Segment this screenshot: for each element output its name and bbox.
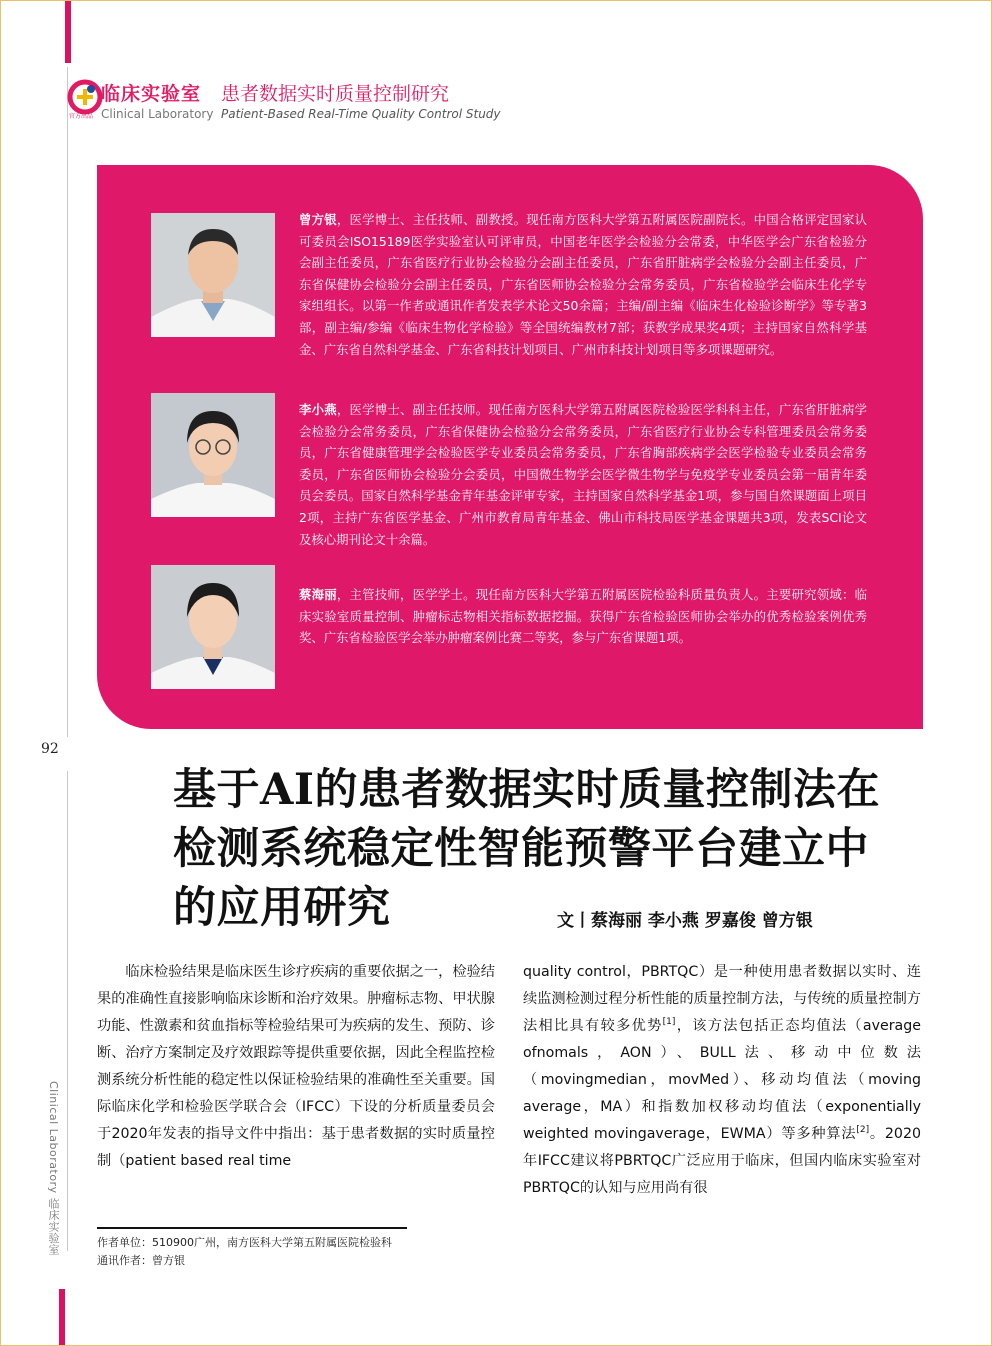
author-photo (151, 213, 275, 337)
author-bio (299, 584, 867, 649)
logo-tagline: 官方出品 (69, 113, 94, 120)
body-text: quality control，PBRTQC）是一种使用患者数据以实时、连续监测检测过程分析性能的质量控制方法，与传统的质量控制方法相比具有较多优势 (523, 964, 921, 1034)
section-title-cn: 患者数据实时质量控制研究 (221, 83, 450, 105)
author-affiliation: 作者单位：510900广州，南方医科大学第五附属医院检验科 (97, 1236, 392, 1249)
margin-rule (67, 67, 68, 737)
article-title-line: 检测系统稳定性智能预警平台建立中 (173, 824, 869, 874)
article-title-line: 基于AI的患者数据实时质量控制法在 (173, 765, 880, 815)
journal-side-label: Clinical Laboratory 临床实验室 (47, 1081, 60, 1256)
author-name: 蔡海丽 (299, 587, 337, 602)
margin-rule (67, 771, 68, 1251)
author-name: 李小燕 (299, 402, 337, 417)
footnote-rule (97, 1227, 407, 1229)
author-bio-text: ，医学博士、副主任技师。现任南方医科大学第五附属医院检验医学科科主任，广东省肝脏病学会检验分会常务委员，广东省保健协会检验分会常务委员，广东省医疗行业协会专科管理委员会常务委员，广东省健康管理学会检验医学专业委员会常务委员，广东省胸部疾病学会医学检验专业委员会常务委员，广东省医师协会检验分会委员，中国微生物学会医学微生物学与免疫学专业委员会第一届青年委员会委员。国家自然科学基金青年基金评审专家，主持国家自然科学基金1项，参与国自然课题面上项目2项，主持广东省医学基金、广州市教育局青年基金、佛山市科技局医学基金课题共3项，发表SCI论文及核心期刊论文十余篇。 (299, 402, 868, 547)
body-text: ，该方法包括正态均值法（average ofnomals，AON）、BULL法、移动中位数法（movingmedian，movMed）、移动均值法（moving average，MA）和指数加权移动均值法（exponentially weighted movingaverage，EWMA）等多种算法 (523, 1018, 921, 1142)
article-title-line: 的应用研究 (173, 883, 391, 933)
corresponding-author: 通讯作者：曾方银 (97, 1254, 185, 1267)
citation-ref[interactable]: [1] (662, 1017, 676, 1027)
body-column-right (523, 959, 921, 1202)
journal-name-en: Clinical Laboratory (101, 107, 214, 121)
author-bio (299, 399, 867, 550)
author-bio-text: ，主管技师，医学学士。现任南方医科大学第五附属医院检验科质量负责人。主要研究领域：临床实验室质量控制、肿瘤标志物相关指标数据挖掘。获得广东省检验医师协会举办的优秀检验案例优秀奖、广东省检验医学会举办肿瘤案例比赛二等奖，参与广东省课题1项。 (299, 587, 868, 646)
citation-ref[interactable]: [2] (856, 1125, 870, 1135)
article-byline: 文丨蔡海丽 李小燕 罗嘉俊 曾方银 (557, 911, 813, 931)
margin-accent-bar-top (65, 1, 71, 63)
margin-accent-bar-bottom (59, 1289, 65, 1346)
journal-name-cn: 临床实验室 (101, 83, 202, 105)
author-bio (299, 209, 867, 360)
page-number: 92 (41, 741, 59, 757)
body-text: 。2020年IFCC建议将PBRTQC广泛应用于临床，但国内临床实验室对PBRTQC的认知与应用尚有很 (523, 1126, 922, 1196)
body-column-left: 临床检验结果是临床医生诊疗疾病的重要依据之一，检验结果的准确性直接影响临床诊断和治疗效果。肿瘤标志物、甲状腺功能、性激素和贫血指标等检验结果可为疾病的发生、预防、诊断、治疗方案制定及疗效跟踪等提供重要依据，因此全程监控检测系统分析性能的稳定性以保证检验结果的准确性至关重要。国际临床化学和检验医学联合会（IFCC）下设的分析质量委员会于2020年发表的指导文件中指出：基于患者数据的实时质量控制（patient based real time (97, 964, 495, 1169)
section-title-en: Patient-Based Real-Time Quality Control Study (221, 107, 501, 121)
journal-logo-icon (67, 79, 103, 115)
running-header (67, 75, 547, 125)
author-photo (151, 393, 275, 517)
author-photo (151, 565, 275, 689)
author-bio-text: ，医学博士、主任技师、副教授。现任南方医科大学第五附属医院副院长。中国合格评定国家认可委员会ISO15189医学实验室认可评审员，中国老年医学会检验分会常委，中华医学会广东省检验分会副主任委员，广东省医疗行业协会检验分会副主任委员，广东省肝脏病学会检验分会副主任委员，广东省保健协会检验分会副主任委员，广东省医师协会检验分会常务委员，广东省检验学会临床生化学专家组组长。以第一作者或通讯作者发表学术论文50余篇；主编/副主编《临床生化检验诊断学》等专著3部，副主编/参编《临床生物化学检验》等全国统编教材7部；获教学成果奖4项；主持国家自然科学基金、广东省自然科学基金、广东省科技计划项目、广州市科技计划项目等多项课题研究。 (299, 212, 868, 357)
author-name: 曾方银 (299, 212, 337, 227)
